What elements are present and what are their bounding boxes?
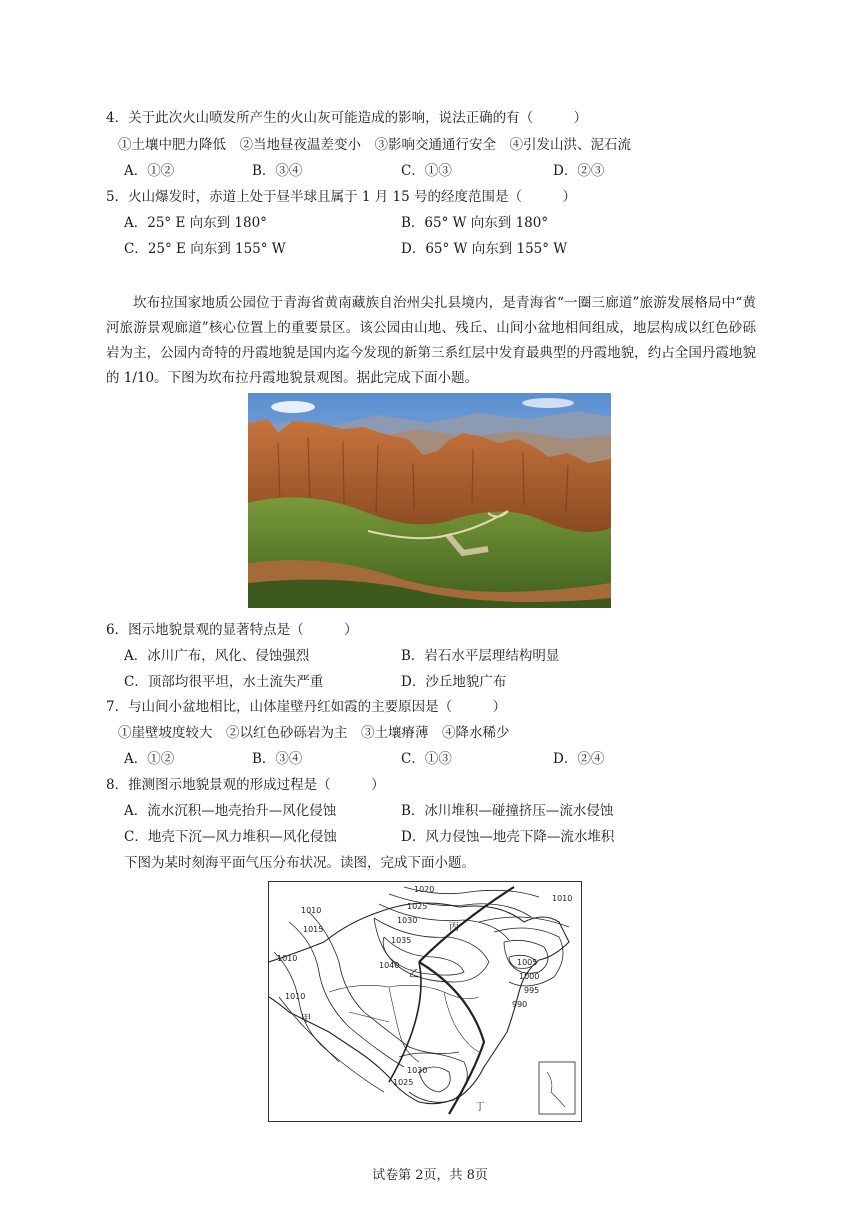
place-label-jia: 甲: [301, 1014, 311, 1025]
q7-option-b[interactable]: B．③④: [252, 751, 303, 767]
q5-option-a[interactable]: A．25° E 向东到 180°: [124, 215, 267, 231]
isobar-label-1025: 1025: [407, 902, 428, 911]
q6-stem: 6．图示地貌景观的显著特点是（ ）: [106, 622, 358, 638]
isobar-label-1030: 1030: [397, 916, 418, 925]
map-intro: 下图为某时刻海平面气压分布状况。读图，完成下面小题。: [124, 855, 475, 871]
q7-items: ①崖壁坡度较大 ②以红色砂砾岩为主 ③土壤瘠薄 ④降水稀少: [118, 725, 510, 741]
isobar-label-995: 995: [524, 986, 540, 995]
q6-option-a[interactable]: A．冰川广布，风化、侵蚀强烈: [124, 648, 310, 664]
danxia-landscape-photo: [248, 393, 611, 608]
isobar-label-1000: 1000: [519, 972, 540, 981]
isobar-label-1010-nw: 1010: [301, 906, 322, 915]
isobar-label-1020: 1020: [414, 885, 435, 894]
page-footer: 试卷第 2页，共 8页: [372, 1168, 488, 1183]
q7-stem: 7．与山间小盆地相比，山体崖壁丹红如霞的主要原因是（ ）: [106, 699, 507, 715]
isobar-label-990: 990: [512, 1000, 528, 1009]
q8-option-b[interactable]: B．冰川堆积—碰撞挤压—流水侵蚀: [401, 803, 614, 819]
place-label-ding: 丁: [475, 1102, 485, 1113]
q8-option-c[interactable]: C．地壳下沉—风力堆积—风化侵蚀: [124, 829, 337, 845]
isobar-label-1030-s: 1030: [407, 1066, 428, 1075]
q6-option-c[interactable]: C．顶部均很平坦，水土流失严重: [124, 674, 324, 690]
isobar-map: [268, 881, 582, 1122]
isobar-label-1035: 1035: [391, 936, 412, 945]
q4-option-a[interactable]: A．①②: [124, 163, 175, 179]
q7-option-c[interactable]: C．①③: [401, 751, 452, 767]
isobar-label-1005: 1005: [517, 958, 538, 967]
q4-option-c[interactable]: C．①③: [401, 163, 452, 179]
q5-option-c[interactable]: C．25° E 向东到 155° W: [124, 241, 286, 257]
q4-option-d[interactable]: D．②③: [553, 163, 605, 179]
place-label-yi: 乙: [409, 969, 419, 980]
isobar-label-1040: 1040: [379, 961, 400, 970]
q6-option-b[interactable]: B．岩石水平层理结构明显: [401, 648, 560, 664]
q7-option-d[interactable]: D．②④: [553, 751, 605, 767]
q5-option-b[interactable]: B．65° W 向东到 180°: [401, 215, 549, 231]
isobar-label-1010-ne: 1010: [552, 894, 573, 903]
q4-option-b[interactable]: B．③④: [252, 163, 303, 179]
q8-stem: 8．推测图示地貌景观的形成过程是（ ）: [106, 777, 385, 793]
q8-option-a[interactable]: A．流水沉积—地壳抬升—风化侵蚀: [124, 803, 337, 819]
place-label-bing: 丙: [449, 922, 459, 933]
isobar-label-1015: 1015: [303, 925, 324, 934]
isobar-label-1025-s: 1025: [393, 1078, 414, 1087]
isobar-label-1010-w: 1010: [277, 954, 298, 963]
q7-option-a[interactable]: A．①②: [124, 751, 175, 767]
isobar-label-1010-sw: 1010: [285, 992, 306, 1001]
q8-option-d[interactable]: D．风力侵蚀—地壳下降—流水堆积: [401, 829, 615, 845]
passage: 坎布拉国家地质公园位于青海省黄南藏族自治州尖扎县境内，是青海省“一圈三廊道”旅游发展格局中“黄河旅游景观廊道”核心位置上的重要景区。该公园由山地、残丘、山间小盆地相间组成，地层构成以红色砂砾岩为主，公园内奇特的丹霞地貌是国内迄今发现的新第三系红层中发育最典型的丹霞地貌，约占全国丹霞地貌的 1/10。下图为坎布拉丹霞地貌景观图。据此完成下面小题。: [106, 295, 756, 386]
q5-option-d[interactable]: D．65° W 向东到 155° W: [401, 241, 568, 257]
q4-stem: 4．关于此次火山喷发所产生的火山灰可能造成的影响，说法正确的有（ ）: [106, 110, 588, 126]
q4-items: ①土壤中肥力降低 ②当地昼夜温差变小 ③影响交通通行安全 ④引发山洪、泥石流: [118, 137, 631, 153]
q6-option-d[interactable]: D．沙丘地貌广布: [401, 674, 507, 690]
q5-stem: 5．火山爆发时，赤道上处于昼半球且属于 1 月 15 号的经度范围是（ ）: [106, 189, 577, 205]
